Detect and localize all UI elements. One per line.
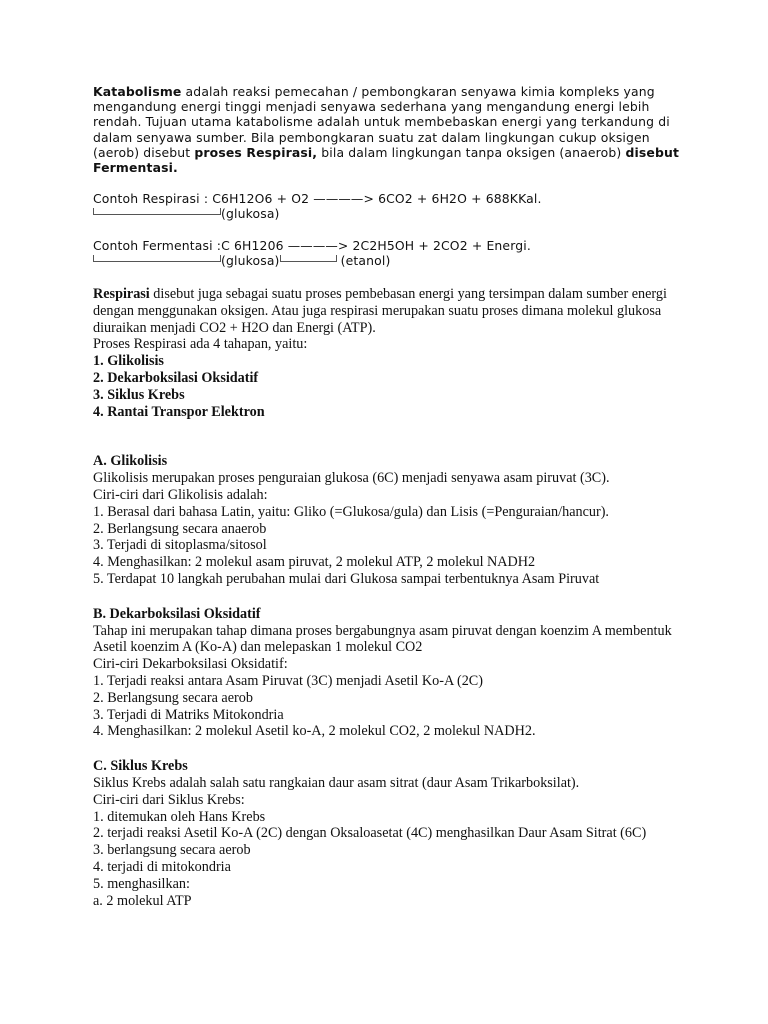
list-item: 4. terjadi di mitokondria (93, 858, 231, 875)
stage-item: 1. Glikolisis (93, 353, 164, 370)
ciri-title: Ciri-ciri dari Glikolisis adalah: (93, 487, 268, 503)
list-item: 3. berlangsung secara aerob (93, 842, 251, 859)
list-item: 3. Terjadi di sitoplasma/sitosol (93, 537, 267, 554)
section-siklus-krebs (93, 758, 693, 909)
glukosa-brace (93, 208, 221, 215)
katabolisme-term: Katabolisme (93, 84, 182, 99)
section-description: Siklus Krebs adalah salah satu rangkaian daur asam sitrat (daur Asam Trikarboksilat). (93, 774, 580, 791)
list-item: 4. Menghasilkan: 2 molekul asam piruvat, 2 molekul ATP, 2 molekul NADH2 (93, 554, 536, 571)
fermentasi-etanol-label: (etanol) (340, 252, 391, 268)
list-item: 1. Berasal dari bahasa Latin, yaitu: Gliko (=Glukosa/gula) dan Lisis (=Penguraian/hancur). (93, 503, 609, 520)
list-item: 2. terjadi reaksi Asetil Ko-A (2C) dengan Oksaloasetat (4C) menghasilkan Daur Asam Sitrat (6C) (93, 825, 647, 842)
intro-text-1: adalah reaksi pemecahan / pembongkaran senyawa kimia kompleks yang mengandung energi tinggi menjadi senyawa sederhana yang mengandung energi lebih rendah. Tujuan utama katabolisme adalah untuk membebaskan energi yang terkandung di dalam senyawa sumber. Bila pembongkaran suatu zat dalam lingkungan cukup oksigen (aerob) disebut (93, 84, 670, 160)
respirasi-equation-line: Contoh Respirasi : C6H12O6 + O2 ————> 6CO2 + 6H2O + 688KKal. (93, 191, 542, 207)
respirasi-paragraph (93, 286, 693, 336)
intro-text-2: bila dalam lingkungan tanpa oksigen (anaerob) (317, 144, 626, 160)
list-item: 3. Terjadi di Matriks Mitokondria (93, 706, 284, 723)
ciri-title: Ciri-ciri Dekarboksilasi Oksidatif: (93, 656, 288, 673)
list-item: a. 2 molekul ATP (93, 892, 192, 909)
respirasi-equation (93, 191, 693, 221)
fermentasi-bold: disebut Fermentasi. (93, 144, 680, 176)
respirasi-section (93, 286, 693, 420)
list-item: 4. Menghasilkan: 2 molekul Asetil ko-A, 2 molekul CO2, 2 molekul NADH2. (93, 723, 536, 740)
fermentasi-equation (93, 238, 693, 268)
etanol-brace (280, 255, 337, 262)
respirasi-text: disebut juga sebagai suatu proses pembebasan energi yang tersimpan dalam sumber energi dengan menggunakan oksigen. Atau juga respirasi merupakan suatu proses dimana molekul glukosa diuraikan menjadi CO2 + H2O dan Energi (ATP). (93, 286, 667, 336)
fermentasi-glukosa-brace (93, 255, 221, 262)
respirasi-term: Respirasi (93, 286, 150, 303)
list-item: 2. Berlangsung secara aerob (93, 689, 253, 706)
section-glikolisis (93, 453, 693, 587)
list-item: 5. menghasilkan: (93, 875, 190, 892)
document-page (93, 84, 693, 909)
section-title: B. Dekarboksilasi Oksidatif (93, 605, 261, 622)
section-description: Glikolisis merupakan proses penguraian glukosa (6C) menjadi senyawa asam piruvat (3C). (93, 470, 610, 487)
stage-item: 2. Dekarboksilasi Oksidatif (93, 370, 259, 387)
list-item: 5. Terdapat 10 langkah perubahan mulai dari Glukosa sampai terbentuknya Asam Piruvat (93, 570, 600, 587)
section-dekarboksilasi (93, 606, 693, 740)
respirasi-bold: proses Respirasi, (194, 144, 318, 160)
section-title: C. Siklus Krebs (93, 758, 188, 775)
section-title: A. Glikolisis (93, 453, 168, 470)
respirasi-glukosa-label: (glukosa) (221, 206, 280, 222)
stages-intro: Proses Respirasi ada 4 tahapan, yaitu: (93, 336, 308, 353)
stage-item: 3. Siklus Krebs (93, 386, 185, 403)
stage-item: 4. Rantai Transpor Elektron (93, 403, 265, 420)
list-item: 1. ditemukan oleh Hans Krebs (93, 808, 266, 825)
list-item: 1. Terjadi reaksi antara Asam Piruvat (3C) menjadi Asetil Ko-A (2C) (93, 672, 483, 689)
fermentasi-equation-line: Contoh Fermentasi :C 6H1206 ————> 2C2H5OH + 2CO2 + Energi. (93, 237, 531, 253)
section-description: Tahap ini merupakan tahap dimana proses bergabungnya asam piruvat dengan koenzim A membentuk Asetil koenzim A (Ko-A) dan melepaskan 1 molekul CO2 (93, 622, 672, 656)
intro-paragraph (93, 84, 693, 175)
list-item: 2. Berlangsung secara anaerob (93, 520, 267, 537)
ciri-title: Ciri-ciri dari Siklus Krebs: (93, 791, 245, 808)
fermentasi-glukosa-label: (glukosa) (221, 252, 280, 268)
